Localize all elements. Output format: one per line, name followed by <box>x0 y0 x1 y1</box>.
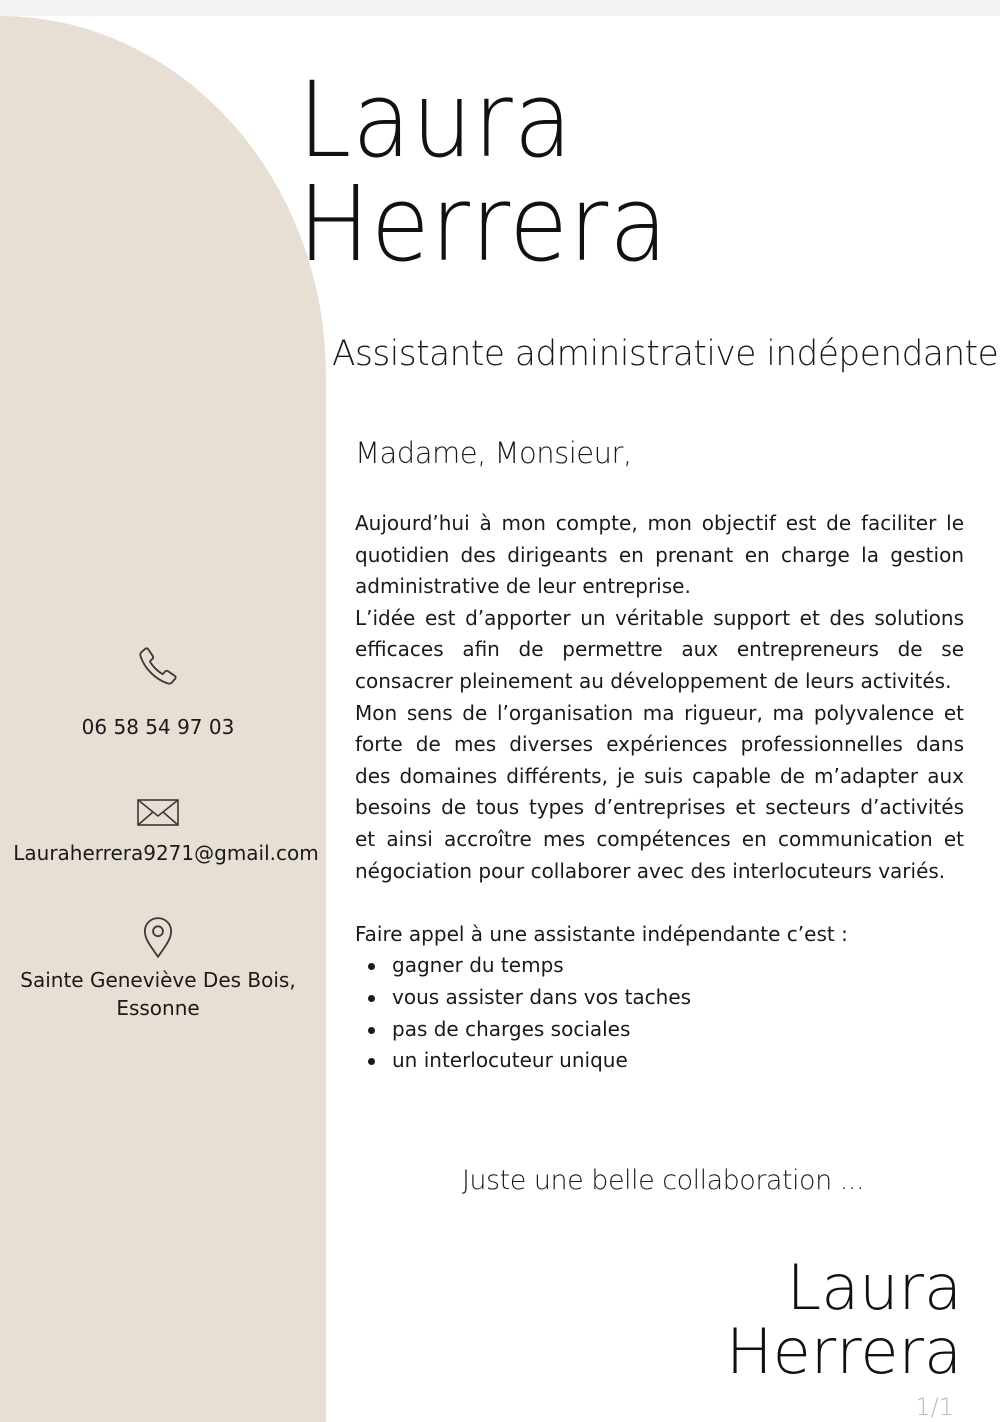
header-last-name: Herrera <box>298 163 669 285</box>
benefits-intro: Faire appel à une assistante indépendante c’est : <box>355 921 848 946</box>
benefits-list <box>355 950 964 1076</box>
address <box>0 966 316 1022</box>
closing-line: Juste une belle collaboration ... <box>461 1165 865 1196</box>
address-line-1: Sainte Geneviève Des Bois, <box>20 968 296 992</box>
paragraph-1: Aujourd’hui à mon compte, mon objectif est de faciliter le quotidien des dirigeants en prenant en charge la gestion administrative de leur entreprise. <box>355 511 964 599</box>
paragraph-3: Mon sens de l’organisation ma rigueur, ma polyvalence et forte de mes diverses expériences professionnelles dans des domaines différents, je suis capable de m’adapter aux besoins de tous types d’entreprises et secteurs d’activités et ainsi accroître mes compétences en communication et négociation pour collaborer avec des interlocuteurs variés. <box>355 700 964 883</box>
address-line-2: Essonne <box>116 996 200 1020</box>
location-pin-icon <box>0 914 316 960</box>
list-item: un interlocuteur unique <box>392 1045 964 1077</box>
signature <box>725 1251 962 1388</box>
list-item: vous assister dans vos taches <box>392 982 964 1014</box>
greeting: Madame, Monsieur, <box>355 436 632 470</box>
paragraph-2: L’idée est d’apporter un véritable support et des solutions efficaces afin de permettre aux entrepreneurs de se consacrer pleinement au développement de leurs activités. <box>355 605 964 693</box>
job-title: Assistante administrative indépendante <box>332 334 999 374</box>
envelope-icon <box>0 792 316 832</box>
signature-first-name: Laura <box>786 1251 962 1324</box>
phone-number: 06 58 54 97 03 <box>81 715 235 739</box>
list-item: pas de charges sociales <box>392 1014 964 1046</box>
cover-letter-page <box>0 16 1000 1422</box>
header-first-name: Laura <box>298 59 574 181</box>
page-indicator: 1/1 <box>915 1393 954 1421</box>
email-address: Lauraherrera9271@gmail.com <box>13 841 319 865</box>
letter-body <box>355 508 964 1077</box>
list-item: gagner du temps <box>392 950 964 982</box>
signature-last-name: Herrera <box>725 1315 962 1388</box>
header-name <box>298 59 669 285</box>
phone-icon <box>0 644 316 688</box>
